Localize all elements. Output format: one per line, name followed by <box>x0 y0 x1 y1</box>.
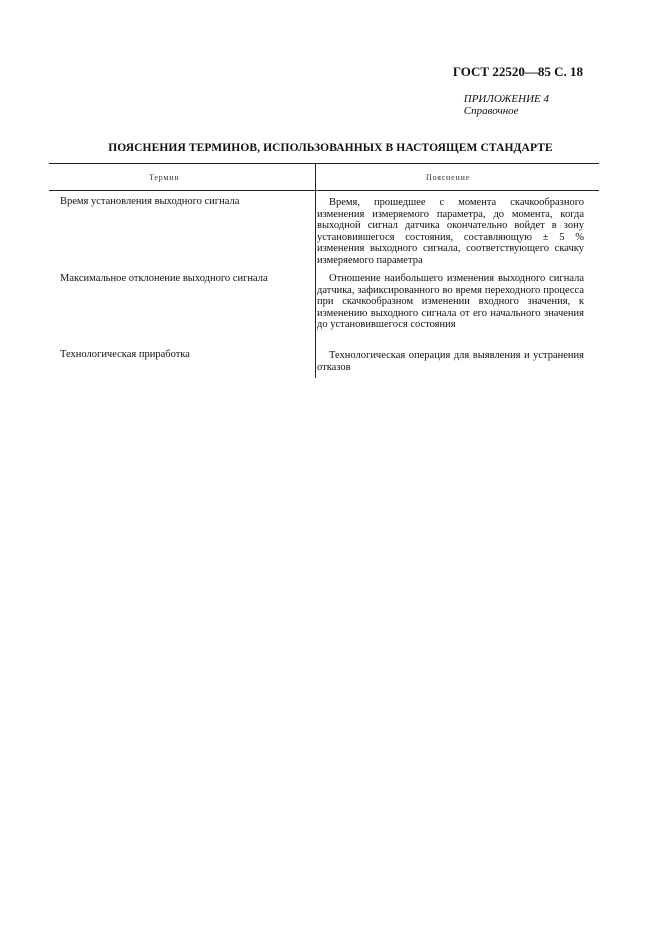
appendix-label: ПРИЛОЖЕНИЕ 4 <box>463 93 549 105</box>
appendix-type: Справочное <box>463 105 519 117</box>
table-header-rule <box>49 190 599 191</box>
table-row-term: Время установления выходного сигнала <box>60 196 240 207</box>
appendix-block <box>464 93 549 117</box>
table-row-term: Максимальное отклонение выходного сигнала <box>60 273 268 284</box>
page-header: ГОСТ 22520—85 С. 18 <box>452 64 583 79</box>
column-header-explanation: Пояснение <box>426 173 471 182</box>
table-row-explanation: Отношение наибольшего изменения выходного сигнала датчика, зафиксированного во время переходного процесса при скачкообразном изменении входного значения, к изменению выходного сигнала от его начального значения до установившегося состояния <box>317 273 584 331</box>
terms-table <box>49 163 599 378</box>
table-row-explanation: Время, прошедшее с момента скачкообразного изменения измеряемого параметра, до момента, когда выходной сигнал датчика окончательно войдет в зону установившегося состояния, составляющую ± 5 % изменения выходного сигнала, соответствующего скачку измеряемого параметра <box>317 197 584 266</box>
column-header-term: Термин <box>149 173 180 182</box>
column-divider <box>315 163 316 378</box>
table-row-explanation: Технологическая операция для выявления и устранения отказов <box>317 350 584 373</box>
document-title: ПОЯСНЕНИЯ ТЕРМИНОВ, ИСПОЛЬЗОВАННЫХ В НАСТОЯЩЕМ СТАНДАРТЕ <box>108 142 553 154</box>
table-row-term: Технологическая приработка <box>60 349 190 360</box>
table-top-rule <box>49 163 599 164</box>
